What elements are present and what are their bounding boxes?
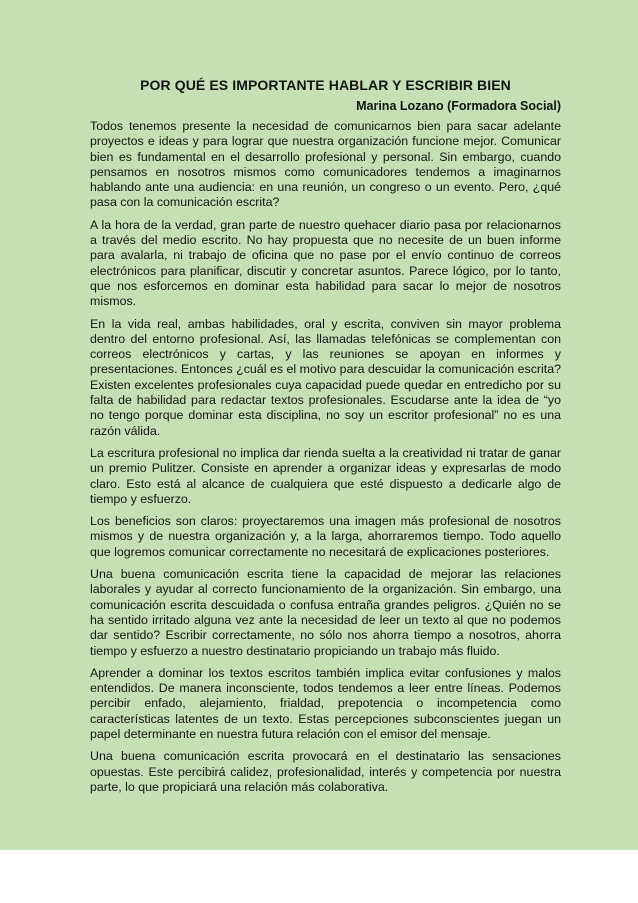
paragraph: Aprender a dominar los textos escritos también implica evitar confusiones y malos entendidos. De manera inconsciente, todos tendemos a leer entre líneas. Podemos percibir enfado, alejamiento, frialdad, prepotencia o incompetencia como características latentes de un texto. Estas percepciones subconscientes juegan un papel determinante en nuestra futura relación con el emisor del mensaje. (90, 665, 561, 741)
paragraph: A la hora de la verdad, gran parte de nuestro quehacer diario pasa por relacionarnos a través del medio escrito. No hay propuesta que no necesite de un buen informe para avalarla, ni trabajo de oficina que no pase por el envío continuo de correos electrónicos para planificar, discutir y concretar asuntos. Parece lógico, por lo tanto, que nos esforcemos en dominar esta habilidad para sacar lo mejor de nosotros mismos. (90, 217, 561, 309)
paragraph: Una buena comunicación escrita tiene la capacidad de mejorar las relaciones laborales y ayudar al correcto funcionamiento de la organización. Sin embargo, una comunicación escrita descuidada o confusa entraña grandes peligros. ¿Quién no se ha sentido irritado alguna vez ante la necesidad de leer un texto al que no podemos dar sentido? Escribir correctamente, no sólo nos ahorra tiempo a nosotros, ahorra tiempo y esfuerzo a nuestro destinatario propiciando un trabajo más fluido. (90, 567, 561, 658)
document-title: POR QUÉ ES IMPORTANTE HABLAR Y ESCRIBIR BIEN (140, 77, 511, 93)
paragraph: Todos tenemos presente la necesidad de comunicarnos bien para sacar adelante proyectos e ideas y para lograr que nuestra organización funcione mejor. Comunicar bien es fundamental en el desarrollo profesional y personal. Sin embargo, cuando pensamos en nosotros mismos como comunicadores tendemos a imaginarnos hablando ante una audiencia: en una reunión, un congreso o un evento. Pero, ¿qué pasa con la comunicación escrita? (90, 119, 561, 210)
paragraph: La escritura profesional no implica dar rienda suelta a la creatividad ni tratar de ganar un premio Pulitzer. Consiste en aprender a organizar ideas y expresarlas de modo claro. Esto está al alcance de cualquiera que esté dispuesto a dedicarle algo de tiempo y esfuerzo. (90, 445, 561, 506)
paragraph: Una buena comunicación escrita provocará en el destinatario las sensaciones opuestas. Este percibirá calidez, profesionalidad, interés y competencia por nuestra parte, lo que propiciará una relación más colaborativa. (90, 749, 561, 794)
paragraph: Los beneficios son claros: proyectaremos una imagen más profesional de nosotros mismos y de nuestra organización y, a la larga, ahorraremos tiempo. Todo aquello que logremos comunicar correctamente no necesitará de explicaciones posteriores. (90, 514, 561, 559)
document-body (90, 76, 561, 802)
paragraph: En la vida real, ambas habilidades, oral y escrita, conviven sin mayor problema dentro del entorno profesional. Así, las llamadas telefónicas se complementan con correos electrónicos y cartas, y las reuniones se apoyan en informes y presentaciones. Entonces ¿cuál es el motivo para descuidar la comunicación escrita? Existen excelentes profesionales cuya capacidad puede quedar en entredicho por su falta de habilidad para redactar textos profesionales. Escudarse ante la idea de “yo no tengo porque dominar esta disciplina, no soy un escritor profesional” no es una razón válida. (90, 316, 561, 438)
document-author: Marina Lozano (Formadora Social) (356, 99, 561, 113)
